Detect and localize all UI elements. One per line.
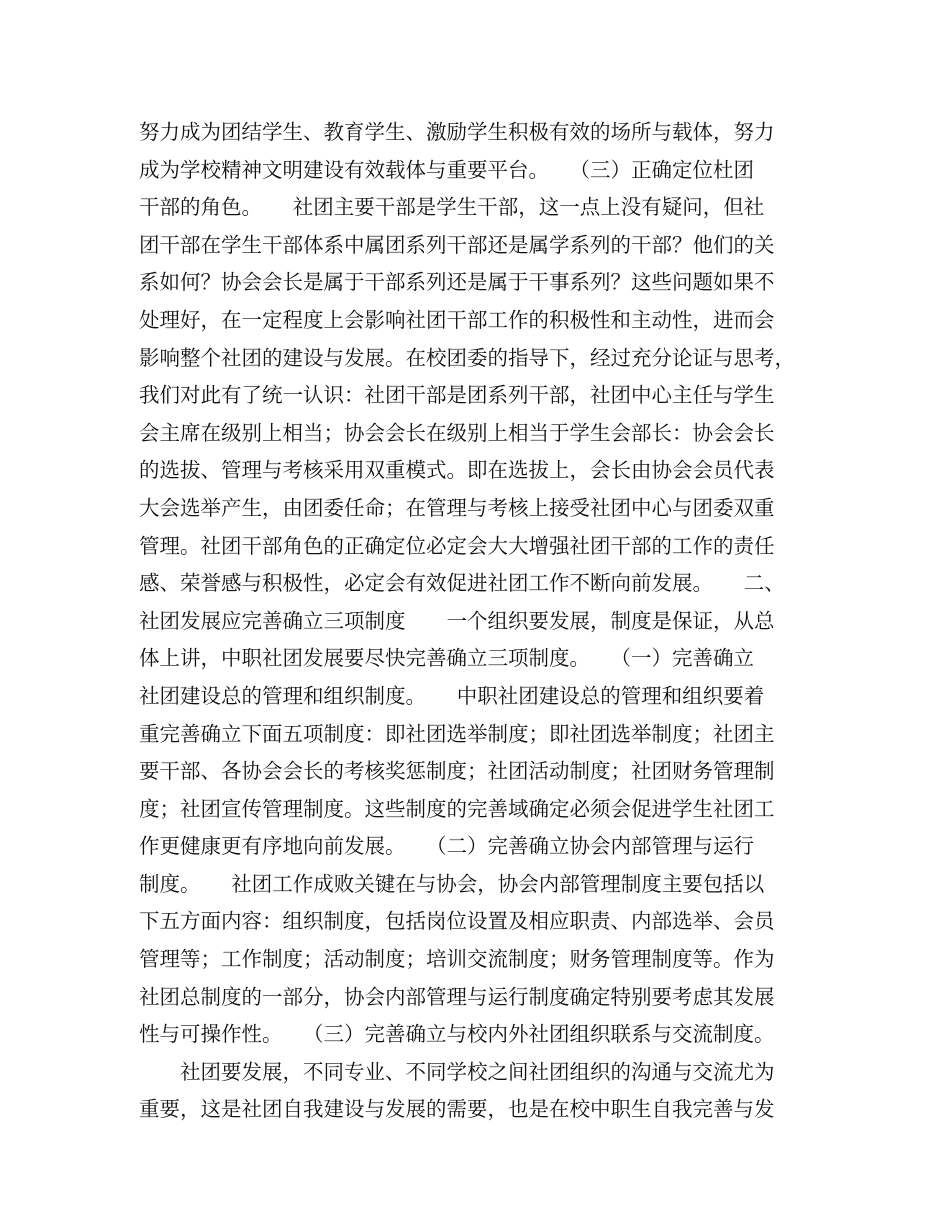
text-line: 社团发展应完善确立三项制度 一个组织要发展，制度是保证，从总 [139, 608, 775, 633]
text-line: 的选拔、管理与考核采用双重模式。即在选拔上，会长由协会会员代表 [139, 458, 775, 483]
text-line: 管理等；工作制度；活动制度；培训交流制度；财务管理制度等。作为 [139, 947, 775, 972]
text-line: 影响整个社团的建设与发展。在校团委的指导下，经过充分论证与思考， [139, 345, 795, 370]
text-line: 性与可操作性。 （三）完善确立与校内外社团组织联系与交流制度。 [139, 1022, 775, 1047]
text-line: 制度。 社团工作成败关键在与协会，协会内部管理制度主要包括以 [139, 871, 765, 896]
text-line: 干部的角色。 社团主要干部是学生干部，这一点上没有疑问，但社 [139, 195, 765, 220]
text-line: 要干部、各协会会长的考核奖惩制度；社团活动制度；社团财务管理制 [139, 759, 775, 784]
text-line: 管理。社团干部角色的正确定位必定会大大增强社团干部的工作的责任 [139, 533, 775, 558]
text-line: 社团要发展，不同专业、不同学校之间社团组织的沟通与交流尤为 [139, 1059, 775, 1084]
text-line: 体上讲，中职社团发展要尽快完善确立三项制度。 （一）完善确立 [139, 646, 754, 671]
text-line: 会主席在级别上相当；协会会长在级别上相当于学生会部长：协会会长 [139, 420, 775, 445]
text-line: 团干部在学生干部体系中属团系列干部还是属学系列的干部？他们的关 [139, 232, 775, 257]
text-line: 度；社团宣传管理制度。这些制度的完善域确定必须会促进学生社团工 [139, 796, 775, 821]
text-line: 大会选举产生，由团委任命；在管理与考核上接受社团中心与团委双重 [139, 495, 775, 520]
text-line: 作更健康更有序地向前发展。 （二）完善确立协会内部管理与运行 [139, 834, 754, 859]
text-line: 成为学校精神文明建设有效载体与重要平台。 （三）正确定位杜团 [139, 157, 754, 182]
text-line: 社团建设总的管理和组织制度。 中职社团建设总的管理和组织要着 [139, 683, 765, 708]
text-line: 下五方面内容：组织制度，包括岗位设置及相应职责、内部选举、会员 [139, 909, 775, 934]
body-text [139, 114, 829, 1129]
text-line: 系如何？协会会长是属于干部系列还是属于干事系列？这些问题如果不 [139, 270, 775, 295]
text-line: 感、荣誉感与积极性，必定会有效促进社团工作不断向前发展。 二、 [139, 571, 785, 596]
text-line: 重要，这是社团自我建设与发展的需要，也是在校中职生自我完善与发 [139, 1097, 775, 1122]
text-line: 我们对此有了统一认识：社团干部是团系列干部，社团中心主任与学生 [139, 383, 775, 408]
text-line: 社团总制度的一部分，协会内部管理与运行制度确定特别要考虑其发展 [139, 984, 775, 1009]
text-line: 重完善确立下面五项制度：即社团选举制度；即社团选举制度；社团主 [139, 721, 775, 746]
text-line: 努力成为团结学生、教育学生、激励学生积极有效的场所与载体，努力 [139, 120, 775, 144]
text-line: 处理好，在一定程度上会影响社团干部工作的积极性和主动性，进而会 [139, 307, 775, 332]
